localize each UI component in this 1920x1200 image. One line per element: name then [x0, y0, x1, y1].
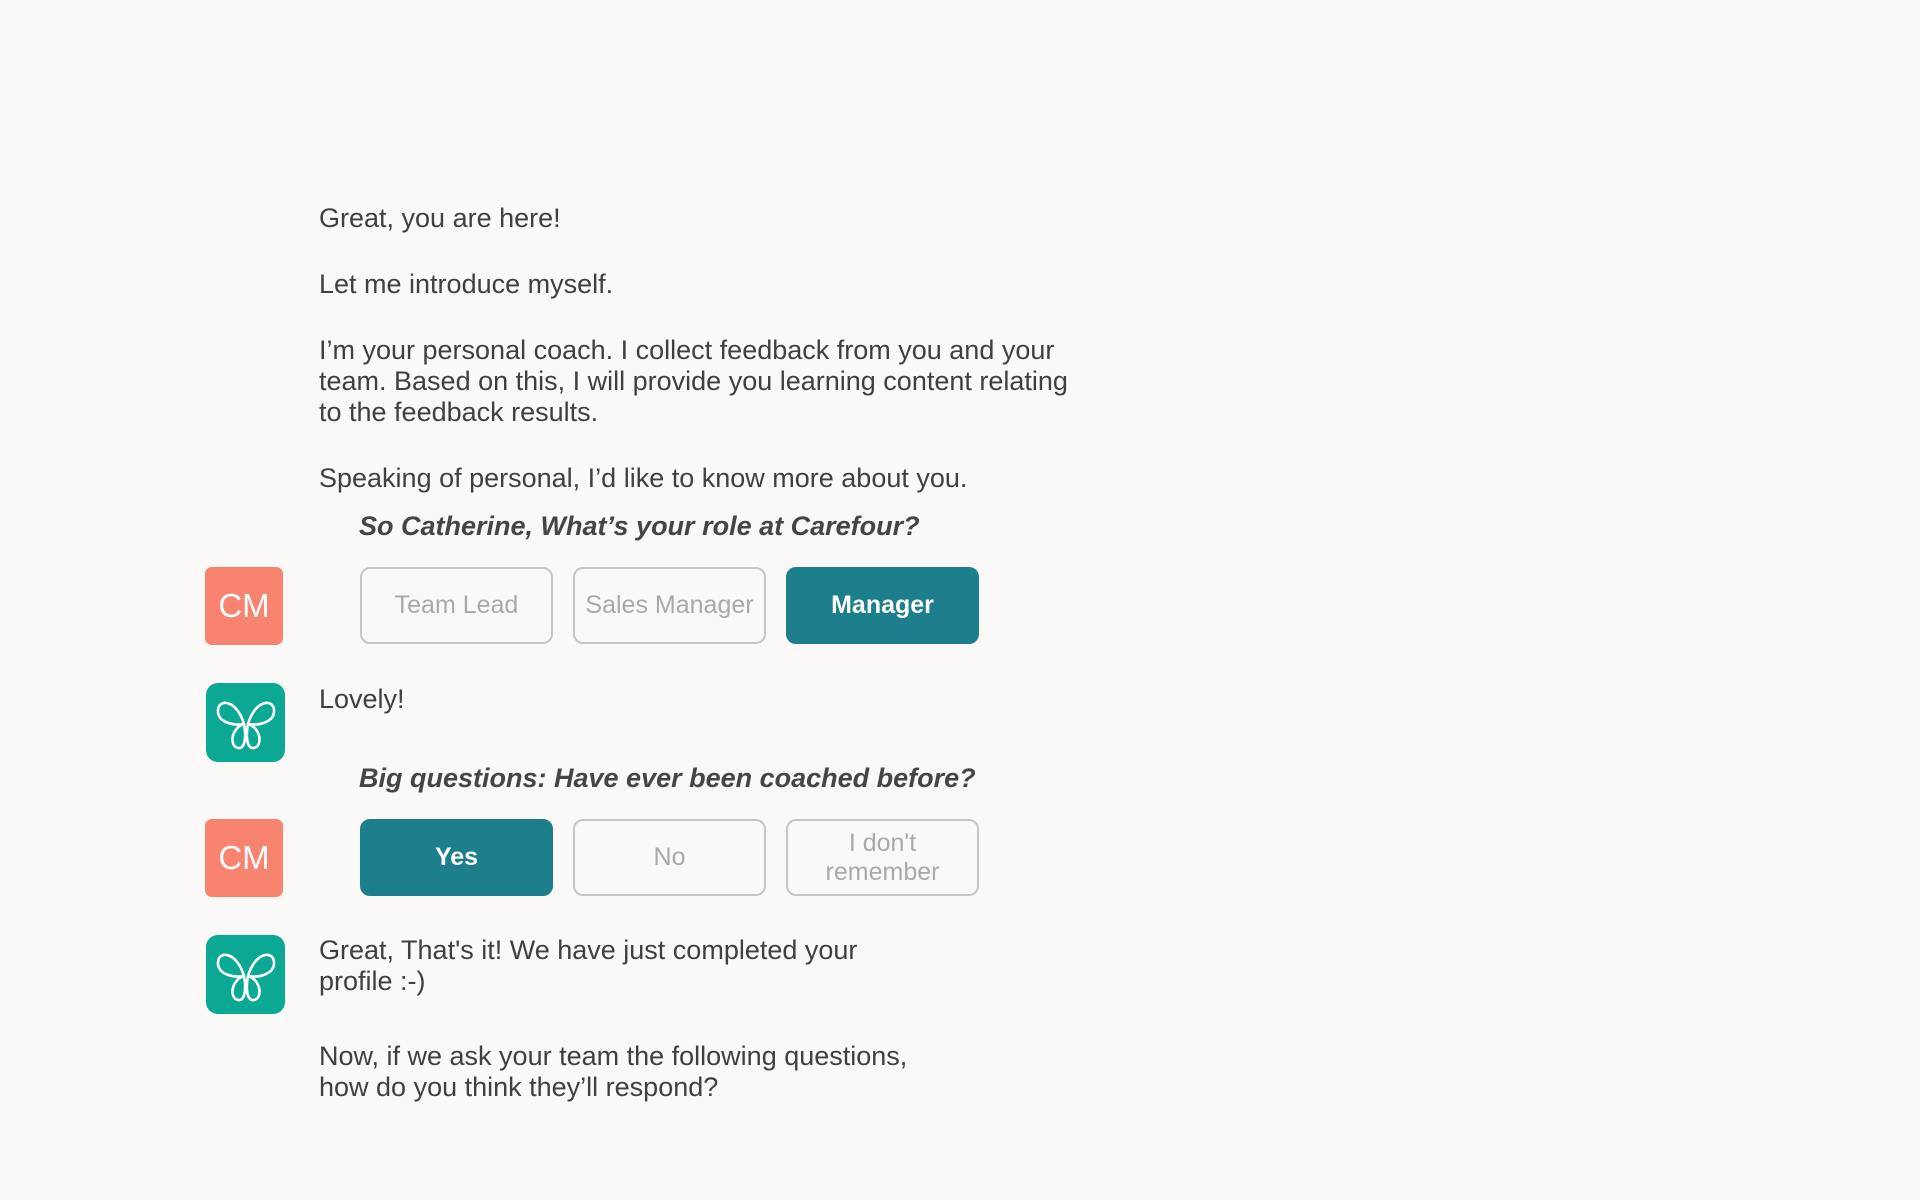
user-avatar: CM — [205, 819, 283, 897]
followup-line: Now, if we ask your team the following questions, — [319, 1041, 908, 1071]
option-no[interactable]: No — [573, 819, 766, 896]
butterfly-logo-icon — [213, 946, 279, 1004]
description-line: team. Based on this, I will provide you learning content relating — [319, 366, 1068, 396]
bot-message-followup — [319, 1041, 907, 1103]
bot-message-lovely: Lovely! — [319, 684, 405, 714]
description-line: to the feedback results. — [319, 397, 599, 427]
option-yes[interactable]: Yes — [360, 819, 553, 896]
followup-line: how do you think they’ll respond? — [319, 1072, 719, 1102]
bot-message-completed — [319, 935, 857, 997]
completed-line: profile :-) — [319, 966, 426, 996]
question-coached: Big questions: Have ever been coached before? — [359, 763, 976, 793]
completed-line: Great, That's it! We have just completed your — [319, 935, 858, 965]
description-line: I’m your personal coach. I collect feedback from you and your — [319, 335, 1055, 365]
bot-avatar — [206, 935, 285, 1014]
option-dont-remember[interactable]: I don't remember — [786, 819, 979, 896]
bot-message-introduce: Let me introduce myself. — [319, 269, 614, 299]
bot-message-personal: Speaking of personal, I’d like to know more about you. — [319, 463, 968, 493]
option-team-lead[interactable]: Team Lead — [360, 567, 553, 644]
user-avatar: CM — [205, 567, 283, 645]
option-sales-manager[interactable]: Sales Manager — [573, 567, 766, 644]
bot-message-greeting: Great, you are here! — [319, 203, 561, 233]
question-role: So Catherine, What’s your role at Carefour? — [359, 511, 920, 541]
butterfly-logo-icon — [213, 694, 279, 752]
bot-message-description — [319, 335, 1068, 428]
option-manager[interactable]: Manager — [786, 567, 979, 644]
bot-avatar — [206, 683, 285, 762]
